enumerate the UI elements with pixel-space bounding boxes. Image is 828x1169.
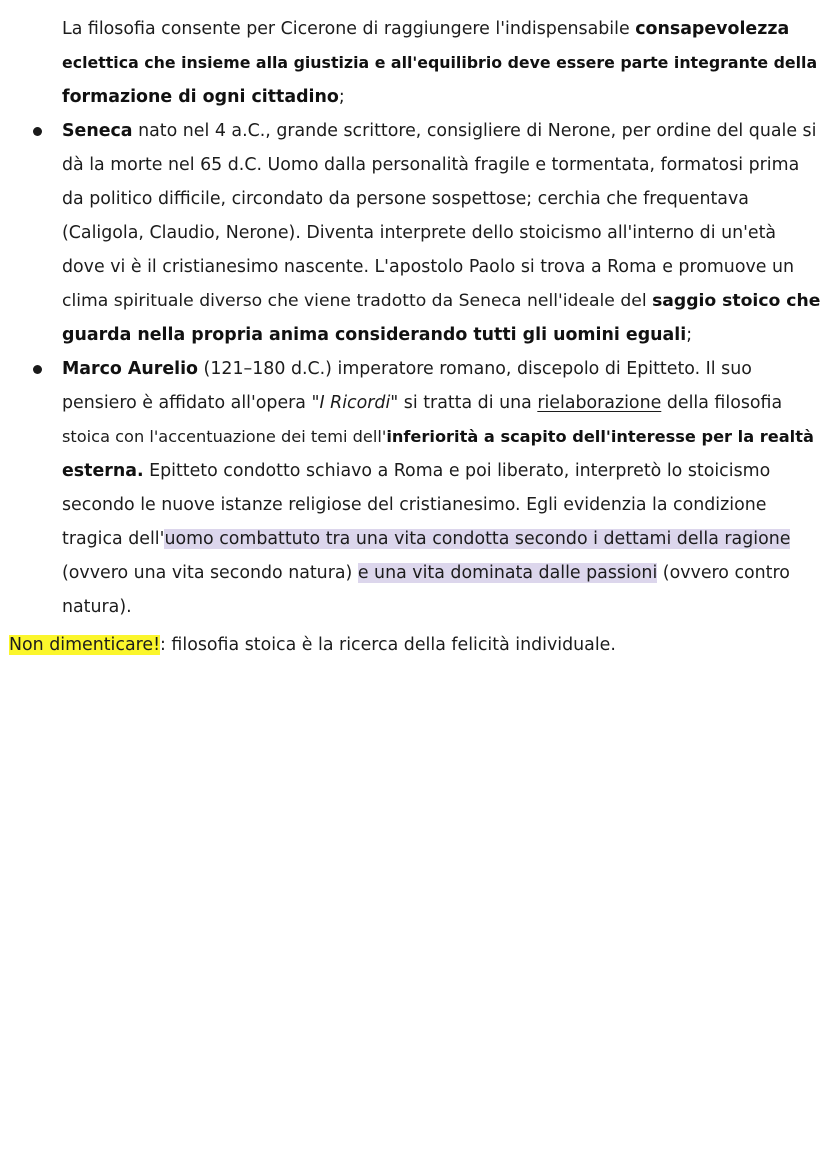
marco-text: della filosofia	[661, 393, 783, 413]
seneca-text: dà la morte nel 65 d.C. Uomo dalla personalità fragile e tormentata, formatosi prima	[62, 155, 800, 175]
seneca-bold-text: saggio stoico che	[652, 291, 821, 311]
reminder-line	[9, 630, 616, 660]
cicerone-bold-text: eclettica che insieme alla giustizia e all'equilibrio deve essere parte integrante della	[62, 53, 818, 72]
highlighted-text: e una vita dominata dalle passioni	[357, 563, 658, 583]
marco-text: secondo le nuove istanze religiose del cristianesimo. Egli evidenzia la condizione	[62, 495, 767, 515]
seneca-text: nato nel 4 a.C., grande scrittore, consigliere di Nerone, per ordine del quale si	[132, 121, 817, 141]
marco-bold-text: esterna.	[62, 461, 144, 481]
cicerone-text: La filosofia consente per Cicerone di raggiungere l'indispensabile	[62, 19, 636, 39]
reminder-text: : filosofia stoica è la ricerca della felicità individuale.	[160, 635, 616, 655]
marco-text: natura).	[62, 597, 132, 617]
seneca-line-4	[62, 218, 776, 248]
cicerone-bold-text: consapevolezza	[635, 19, 790, 39]
marco-text: Epitteto condotto schiavo a Roma e poi liberato, interpretò lo stoicismo	[143, 461, 771, 481]
cicerone-line-1	[62, 14, 789, 44]
marco-text: (ovvero una vita secondo natura)	[62, 563, 358, 583]
marco-line-3	[62, 422, 814, 452]
marco-text: pensiero è affidato all'opera "	[62, 393, 320, 413]
seneca-text: ;	[686, 325, 693, 345]
seneca-bold-text: guarda nella propria anima considerando tutti gli uomini eguali	[62, 325, 687, 345]
marco-name: Marco Aurelio	[62, 359, 199, 379]
marco-line-7	[62, 558, 790, 588]
seneca-line-2	[62, 150, 799, 180]
seneca-name: Seneca	[62, 121, 133, 141]
seneca-text: clima spirituale diverso che viene tradotto da Seneca nell'ideale del	[62, 291, 653, 311]
marco-line-5	[62, 490, 766, 520]
marco-text: tragica dell'	[62, 529, 165, 549]
seneca-text: (Caligola, Claudio, Nerone). Diventa interprete dello stoicismo all'interno di un'età	[62, 223, 777, 243]
cicerone-bold-text: formazione di ogni cittadino	[62, 87, 339, 107]
seneca-text: da politico difficile, circondato da persone sospettose; cerchia che frequentava	[62, 189, 749, 209]
marco-line-8	[62, 592, 132, 622]
seneca-line-3	[62, 184, 749, 214]
bullet-point	[33, 365, 42, 374]
seneca-line-7	[62, 320, 692, 350]
reminder-label: Non dimenticare!	[9, 635, 161, 655]
marco-line-4	[62, 456, 770, 486]
highlighted-text: uomo combattuto tra una vita condotta secondo i dettami della ragione	[164, 529, 791, 549]
marco-text: stoica con l'accentuazione dei temi dell'	[62, 427, 387, 446]
bullet-point	[33, 127, 42, 136]
marco-text: (ovvero contro	[657, 563, 790, 583]
seneca-text: dove vi è il cristianesimo nascente. L'apostolo Paolo si trova a Roma e promuove un	[62, 257, 795, 277]
seneca-line-1	[62, 116, 816, 146]
marco-line-2	[62, 388, 782, 418]
marco-text: (121–180 d.C.) imperatore romano, discepolo di Epitteto. Il suo	[198, 359, 752, 379]
work-title: I Ricordi	[319, 393, 391, 413]
cicerone-line-2	[62, 48, 817, 78]
cicerone-line-3	[62, 82, 345, 112]
marco-line-6	[62, 524, 790, 554]
seneca-line-6	[62, 286, 820, 316]
underlined-term: rielaborazione	[537, 393, 662, 413]
marco-text: " si tratta di una	[390, 393, 538, 413]
cicerone-text: ;	[338, 87, 345, 107]
seneca-line-5	[62, 252, 794, 282]
marco-line-1	[62, 354, 752, 384]
marco-bold-text: inferiorità a scapito dell'interesse per la realtà	[386, 427, 814, 446]
